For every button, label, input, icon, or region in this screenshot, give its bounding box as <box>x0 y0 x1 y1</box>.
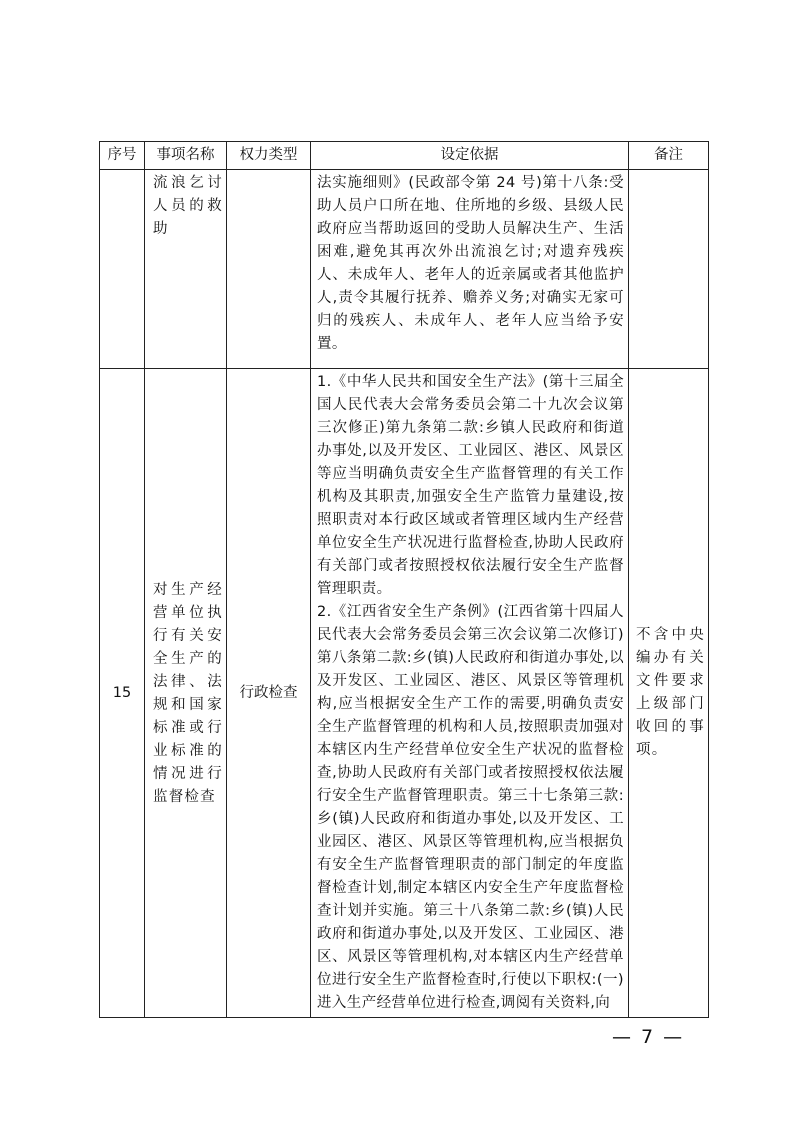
page-number: — 7 — <box>612 1026 685 1048</box>
row2-name-cell <box>145 369 227 1018</box>
row2-basis-item-2: 2.《江西省安全生产条例》(江西省第十四届人民代表大会常务委员会第三次会议第二次修订)第八条第二款:乡(镇)人民政府和街道办事处,以及开发区、工业园区、港区、风景区等管理机构,应当根据安全生产工作的需要,明确负责安全生产监督管理的机构和人员,按照职责加强对本辖区内生产经营单位安全生产状况的监督检查,协助人民政府有关部门或者按照授权依法履行安全生产监督管理职责。第三十七条第三款:乡(镇)人民政府和街道办事处,以及开发区、工业园区、港区、风景区等管理机构,应当根据负有安全生产监督管理职责的部门制定的年度监督检查计划,制定本辖区内安全生产年度监督检查计划并实施。第三十八条第二款:乡(镇)人民政府和街道办事处,以及开发区、工业园区、港区、风景区等管理机构,对本辖区内生产经营单位进行安全生产监督检查时,行使以下职权:(一)进入生产经营单位进行检查,调阅有关资料,向 <box>317 604 624 1011</box>
row1-name: 流浪乞讨人员的救助 <box>153 175 223 237</box>
power-list-table <box>99 141 709 1018</box>
row2-basis-cell <box>311 369 629 1018</box>
header-type: 权力类型 <box>227 142 311 170</box>
row2-note: 不含中央编办有关文件要求上级部门收回的事项。 <box>636 627 705 758</box>
row1-basis-cell <box>311 170 629 369</box>
table-header-row <box>100 142 709 170</box>
row2-name: 对生产经营单位执行有关安全生产的法律、法规和国家标准或行业标准的情况进行监督检查 <box>153 582 223 805</box>
header-no: 序号 <box>100 142 145 170</box>
table-row <box>100 369 709 1018</box>
row1-type-cell <box>227 170 311 369</box>
header-basis: 设定依据 <box>311 142 629 170</box>
row2-type: 行政检查 <box>227 369 311 1018</box>
row1-note-cell <box>629 170 709 369</box>
row2-no: 15 <box>100 369 145 1018</box>
table-row <box>100 170 709 369</box>
row2-note-cell <box>629 369 709 1018</box>
header-note: 备注 <box>629 142 709 170</box>
row1-basis: 法实施细则》(民政部令第 24 号)第十八条:受助人员户口所在地、住所地的乡级、县级人民政府应当帮助返回的受助人员解决生产、生活困难,避免其再次外出流浪乞讨;对遗弃残疾人、未成年人、老年人的近亲属或者其他监护人,责令其履行抚养、赡养义务;对确实无家可归的残疾人、未成年人、老年人应当给予安置。 <box>317 175 624 352</box>
row2-basis-item-1: 1.《中华人民共和国安全生产法》(第十三届全国人民代表大会常务委员会第二十九次会议第三次修正)第九条第二款:乡镇人民政府和街道办事处,以及开发区、工业园区、港区、风景区等应当明确负责安全生产监督管理的有关工作机构及其职责,加强安全生产监管力量建设,按照职责对本行政区域或者管理区域内生产经营单位安全生产状况进行监督检查,协助人民政府有关部门或者按照授权依法履行安全生产监督管理职责。 <box>317 374 624 597</box>
header-name: 事项名称 <box>145 142 227 170</box>
row1-no-cell <box>100 170 145 369</box>
row1-name-cell <box>145 170 227 369</box>
